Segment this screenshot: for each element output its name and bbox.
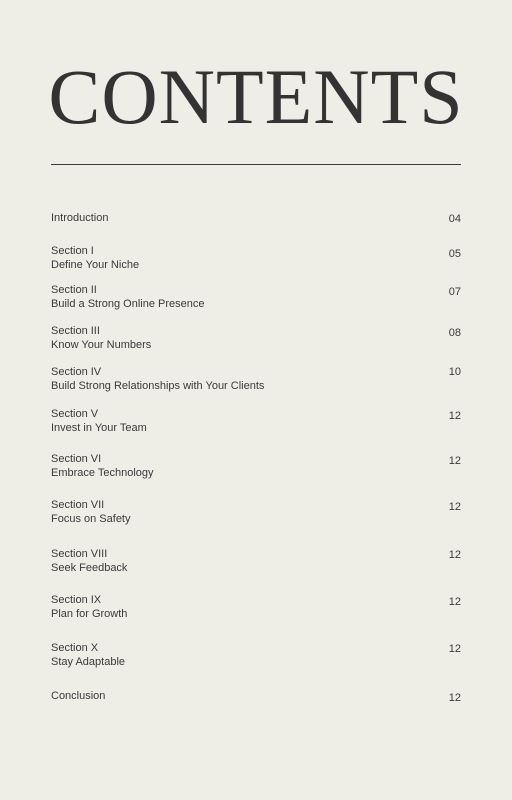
toc-entry-section-title: Invest in Your Team xyxy=(51,422,147,434)
toc-entry-section-title: Build Strong Relationships with Your Clients xyxy=(51,380,265,392)
toc-entry-page: 12 xyxy=(448,596,461,608)
toc-entry-section-label: Section IV xyxy=(51,366,102,378)
toc-entry-section-4 xyxy=(51,365,461,393)
toc-entry-page: 04 xyxy=(448,213,461,225)
toc-entry-conclusion xyxy=(51,689,461,703)
toc-entry-section-1 xyxy=(51,244,461,272)
title-divider xyxy=(51,164,461,165)
toc-entry-page: 08 xyxy=(448,327,461,339)
toc-entry-section-7 xyxy=(51,498,461,526)
toc-entry-section-label: Section VI xyxy=(51,453,102,465)
toc-entry-page: 12 xyxy=(448,501,461,513)
toc-entry-section-label: Section VIII xyxy=(51,548,108,560)
toc-entry-section-label: Section VII xyxy=(51,499,105,511)
toc-entry-section-title: Build a Strong Online Presence xyxy=(51,298,205,310)
toc-entry-section-title: Plan for Growth xyxy=(51,608,128,620)
toc-entry-label: Introduction xyxy=(51,212,109,224)
toc-entry-page: 12 xyxy=(448,643,461,655)
toc-entry-label: Conclusion xyxy=(51,690,106,702)
toc-entry-section-3 xyxy=(51,324,461,352)
toc-entry-section-title: Define Your Niche xyxy=(51,259,140,271)
page-title: CONTENTS xyxy=(48,53,464,140)
toc-entry-page: 12 xyxy=(448,455,461,467)
toc-entry-page: 12 xyxy=(448,692,461,704)
toc-entry-page: 05 xyxy=(448,248,461,260)
toc-entry-section-label: Section IX xyxy=(51,594,102,606)
toc-entry-section-10 xyxy=(51,641,461,669)
toc-entry-page: 12 xyxy=(448,549,461,561)
toc-entry-section-label: Section I xyxy=(51,245,94,257)
toc-entry-section-5 xyxy=(51,407,461,435)
toc-entry-section-label: Section II xyxy=(51,284,97,296)
toc-entry-section-title: Know Your Numbers xyxy=(51,339,152,351)
toc-entry-section-2 xyxy=(51,283,461,311)
toc-entry-section-title: Seek Feedback xyxy=(51,562,128,574)
toc-entry-introduction xyxy=(51,211,461,225)
toc-entry-page: 07 xyxy=(448,286,461,298)
toc-entry-section-label: Section X xyxy=(51,642,99,654)
toc-entry-section-label: Section V xyxy=(51,408,99,420)
toc-entry-section-title: Focus on Safety xyxy=(51,513,131,525)
toc-entry-page: 10 xyxy=(448,366,461,378)
toc-entry-page: 12 xyxy=(448,410,461,422)
toc-entry-section-title: Embrace Technology xyxy=(51,467,154,479)
toc-entry-section-8 xyxy=(51,547,461,575)
toc-entry-section-label: Section III xyxy=(51,325,100,337)
toc-entry-section-6 xyxy=(51,452,461,480)
toc-entry-section-9 xyxy=(51,593,461,621)
toc-entry-section-title: Stay Adaptable xyxy=(51,656,126,668)
